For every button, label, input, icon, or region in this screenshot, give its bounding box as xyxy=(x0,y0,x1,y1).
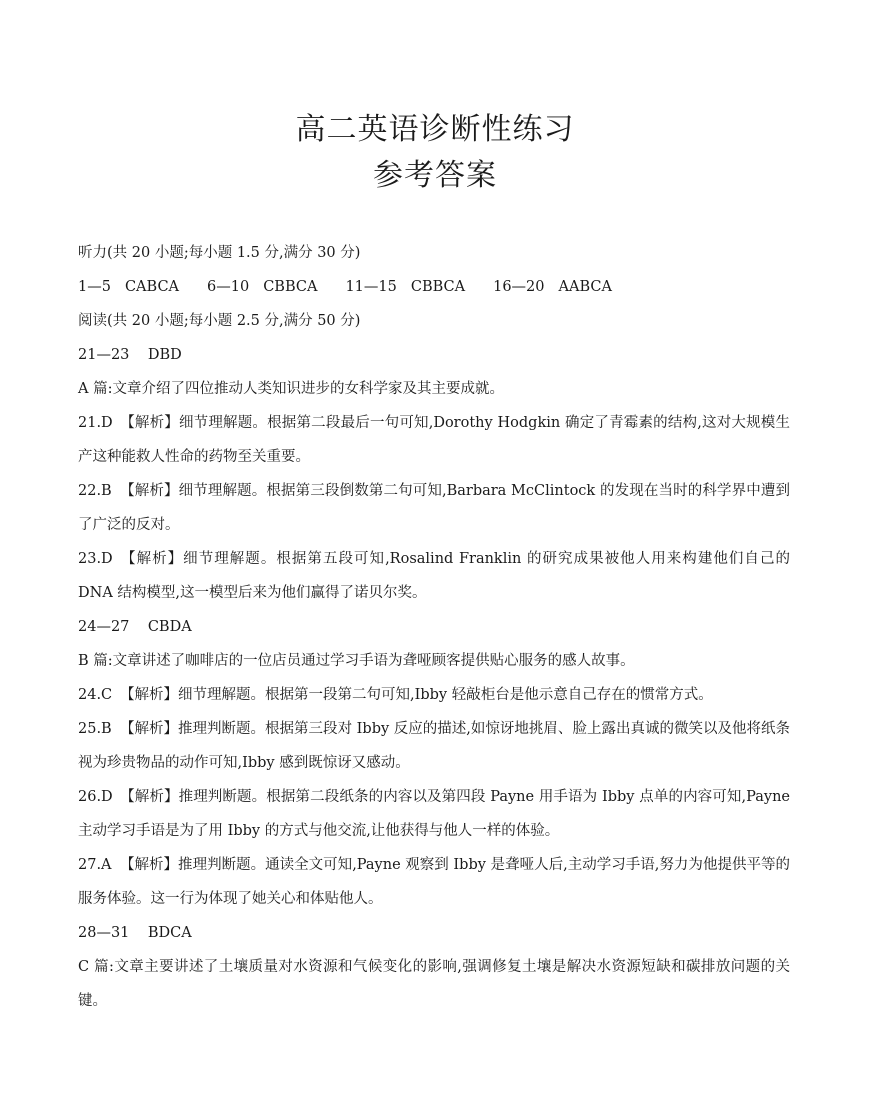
item-number: 26.D xyxy=(78,789,113,805)
group-c-answer-line: 28—31 BDCA xyxy=(78,925,192,941)
answer-range: 11—15 xyxy=(345,279,397,295)
reading-heading: 阅读(共 20 小题;每小题 2.5 分,满分 50 分) xyxy=(78,313,361,329)
item-number: 21.D xyxy=(78,415,113,431)
item-number: 23.D xyxy=(78,551,113,567)
group-a-summary: A 篇:文章介绍了四位推动人类知识进步的女科学家及其主要成就。 xyxy=(78,381,504,397)
item-explanation: 【解析】推理判断题。通读全文可知,Payne 观察到 Ibby 是聋哑人后,主动学习手语,努力为他提供平等的服务体验。这一行为体现了她关心和体贴他人。 xyxy=(78,857,790,907)
explanation-item xyxy=(78,542,790,610)
explanation-item xyxy=(78,848,790,916)
item-explanation: 【解析】细节理解题。根据第三段倒数第二句可知,Barbara McClintock 的发现在当时的科学界中遭到了广泛的反对。 xyxy=(78,483,790,533)
group-a-answer-line: 21—23 DBD xyxy=(78,347,182,363)
group-b-answer-line: 24—27 CBDA xyxy=(78,619,192,635)
explanation-item xyxy=(78,474,790,542)
listening-heading: 听力(共 20 小题;每小题 1.5 分,满分 30 分) xyxy=(78,245,361,261)
item-number: 25.B xyxy=(78,721,112,737)
page-subtitle: 参考答案 xyxy=(373,158,497,193)
item-explanation: 【解析】推理判断题。根据第三段对 Ibby 反应的描述,如惊讶地挑眉、脸上露出真诚的微笑以及他将纸条视为珍贵物品的动作可知,Ibby 感到既惊讶又感动。 xyxy=(78,721,790,771)
group-b-summary: B 篇:文章讲述了咖啡店的一位店员通过学习手语为聋哑顾客提供贴心服务的感人故事。 xyxy=(78,653,635,669)
page-title: 高二英语诊断性练习 xyxy=(295,112,575,147)
group-c-summary: C 篇:文章主要讲述了土壤质量对水资源和气候变化的影响,强调修复土壤是解决水资源短缺和碳排放问题的关键。 xyxy=(78,959,790,1009)
answer-letters: CBBCA xyxy=(263,279,318,295)
answer-range: 16—20 xyxy=(493,279,545,295)
explanation-item xyxy=(78,780,790,848)
explanation-item xyxy=(78,678,790,712)
item-explanation: 【解析】细节理解题。根据第二段最后一句可知,Dorothy Hodgkin 确定了青霉素的结构,这对大规模生产这种能救人性命的药物至关重要。 xyxy=(78,415,790,465)
item-explanation: 【解析】推理判断题。根据第二段纸条的内容以及第四段 Payne 用手语为 Ibby 点单的内容可知,Payne 主动学习手语是为了用 Ibby 的方式与他交流,让他获得与他人一样的体验。 xyxy=(78,789,790,839)
answer-content xyxy=(78,236,790,1018)
item-explanation: 【解析】细节理解题。根据第一段第二句可知,Ibby 轻敲柜台是他示意自己存在的惯常方式。 xyxy=(120,687,713,703)
explanation-item xyxy=(78,712,790,780)
item-explanation: 【解析】细节理解题。根据第五段可知,Rosalind Franklin 的研究成果被他人用来构建他们自己的 DNA 结构模型,这一模型后来为他们赢得了诺贝尔奖。 xyxy=(78,551,790,601)
answer-range: 6—10 xyxy=(207,279,250,295)
explanation-item xyxy=(78,406,790,474)
answer-letters: CBBCA xyxy=(410,279,466,295)
item-number: 22.B xyxy=(78,483,112,499)
answer-letters: CABCA xyxy=(124,279,180,295)
item-number: 27.A xyxy=(78,857,112,873)
listening-answers xyxy=(78,270,790,304)
answer-range: 1—5 xyxy=(78,279,111,295)
item-number: 24.C xyxy=(78,687,113,703)
answer-letters: AABCA xyxy=(558,279,612,295)
